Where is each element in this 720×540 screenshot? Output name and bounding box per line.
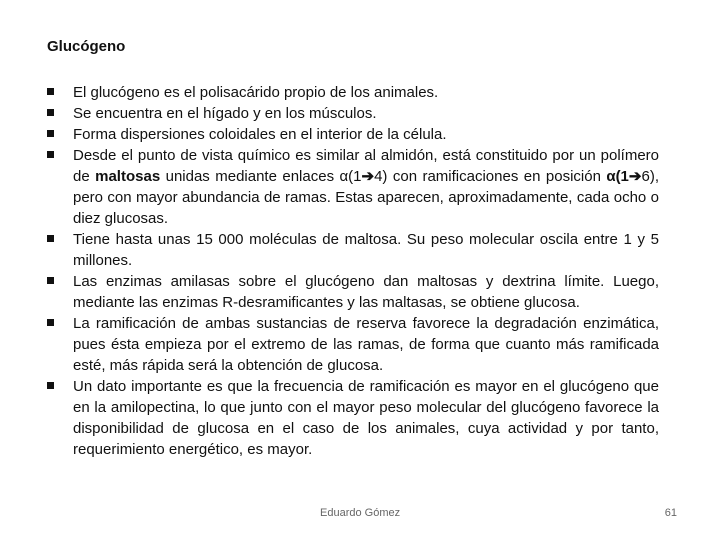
bullet-text-segment: Desde el punto de vista químico es similar al almidón, está constituido por un polímero de [73, 147, 659, 185]
square-bullet-icon [47, 319, 54, 326]
square-bullet-icon [47, 235, 54, 242]
bullet-text-segment: 4) con ramificaciones en posición [374, 168, 607, 185]
bullet-item [47, 103, 659, 124]
bullet-text: Se encuentra en el hígado y en los músculos. [73, 105, 377, 122]
bullet-list [47, 82, 659, 460]
bullet-item [47, 82, 659, 103]
bullet-item [47, 124, 659, 145]
bullet-item [47, 313, 659, 376]
square-bullet-icon [47, 382, 54, 389]
square-bullet-icon [47, 88, 54, 95]
square-bullet-icon [47, 130, 54, 137]
right-arrow-icon: ➔ [628, 168, 642, 185]
bullet-text: El glucógeno es el polisacárido propio de los animales. [73, 84, 439, 101]
bullet-text: Tiene hasta unas 15 000 moléculas de maltosa. Su peso molecular oscila entre 1 y 5 millones. [73, 231, 659, 269]
square-bullet-icon [47, 277, 54, 284]
bullet-bold-term: α(1 [606, 168, 629, 185]
bullet-text-segment: 6), pero con mayor abundancia de ramas. Estas aparecen, aproximadamente, cada ocho o diez glucosas. [73, 168, 659, 227]
page-number: 61 [664, 507, 677, 519]
bullet-bold-term: maltosas [95, 168, 161, 185]
bullet-text: La ramificación de ambas sustancias de reserva favorece la degradación enzimática, pues ésta empieza por el extremo de las ramas, de forma que cuanto más ramificada esté, más rápida será la obtención de glucosa. [73, 315, 659, 374]
bullet-text: Forma dispersiones coloidales en el interior de la célula. [73, 126, 447, 143]
square-bullet-icon [47, 151, 54, 158]
bullet-text-segment: unidas mediante enlaces α(1 [160, 168, 362, 185]
bullet-item [47, 376, 659, 460]
bullet-item [47, 229, 659, 271]
square-bullet-icon [47, 109, 54, 116]
bullet-item [47, 271, 659, 313]
right-arrow-icon: ➔ [361, 168, 375, 185]
slide-title: Glucógeno [47, 38, 126, 55]
bullet-text: Un dato importante es que la frecuencia de ramificación es mayor en el glucógeno que en la amilopectina, lo que junto con el mayor peso molecular del glucógeno favorece la disponibilidad de glucosa en el caso de los animales, cuya actividad y por tanto, requerimiento energético, es mayor. [73, 378, 659, 458]
bullet-text: Las enzimas amilasas sobre el glucógeno dan maltosas y dextrina límite. Luego, mediante las enzimas R-desramificantes y las maltasas, se obtiene glucosa. [73, 273, 659, 311]
footer-author: Eduardo Gómez [320, 507, 401, 519]
bullet-item [47, 145, 659, 229]
